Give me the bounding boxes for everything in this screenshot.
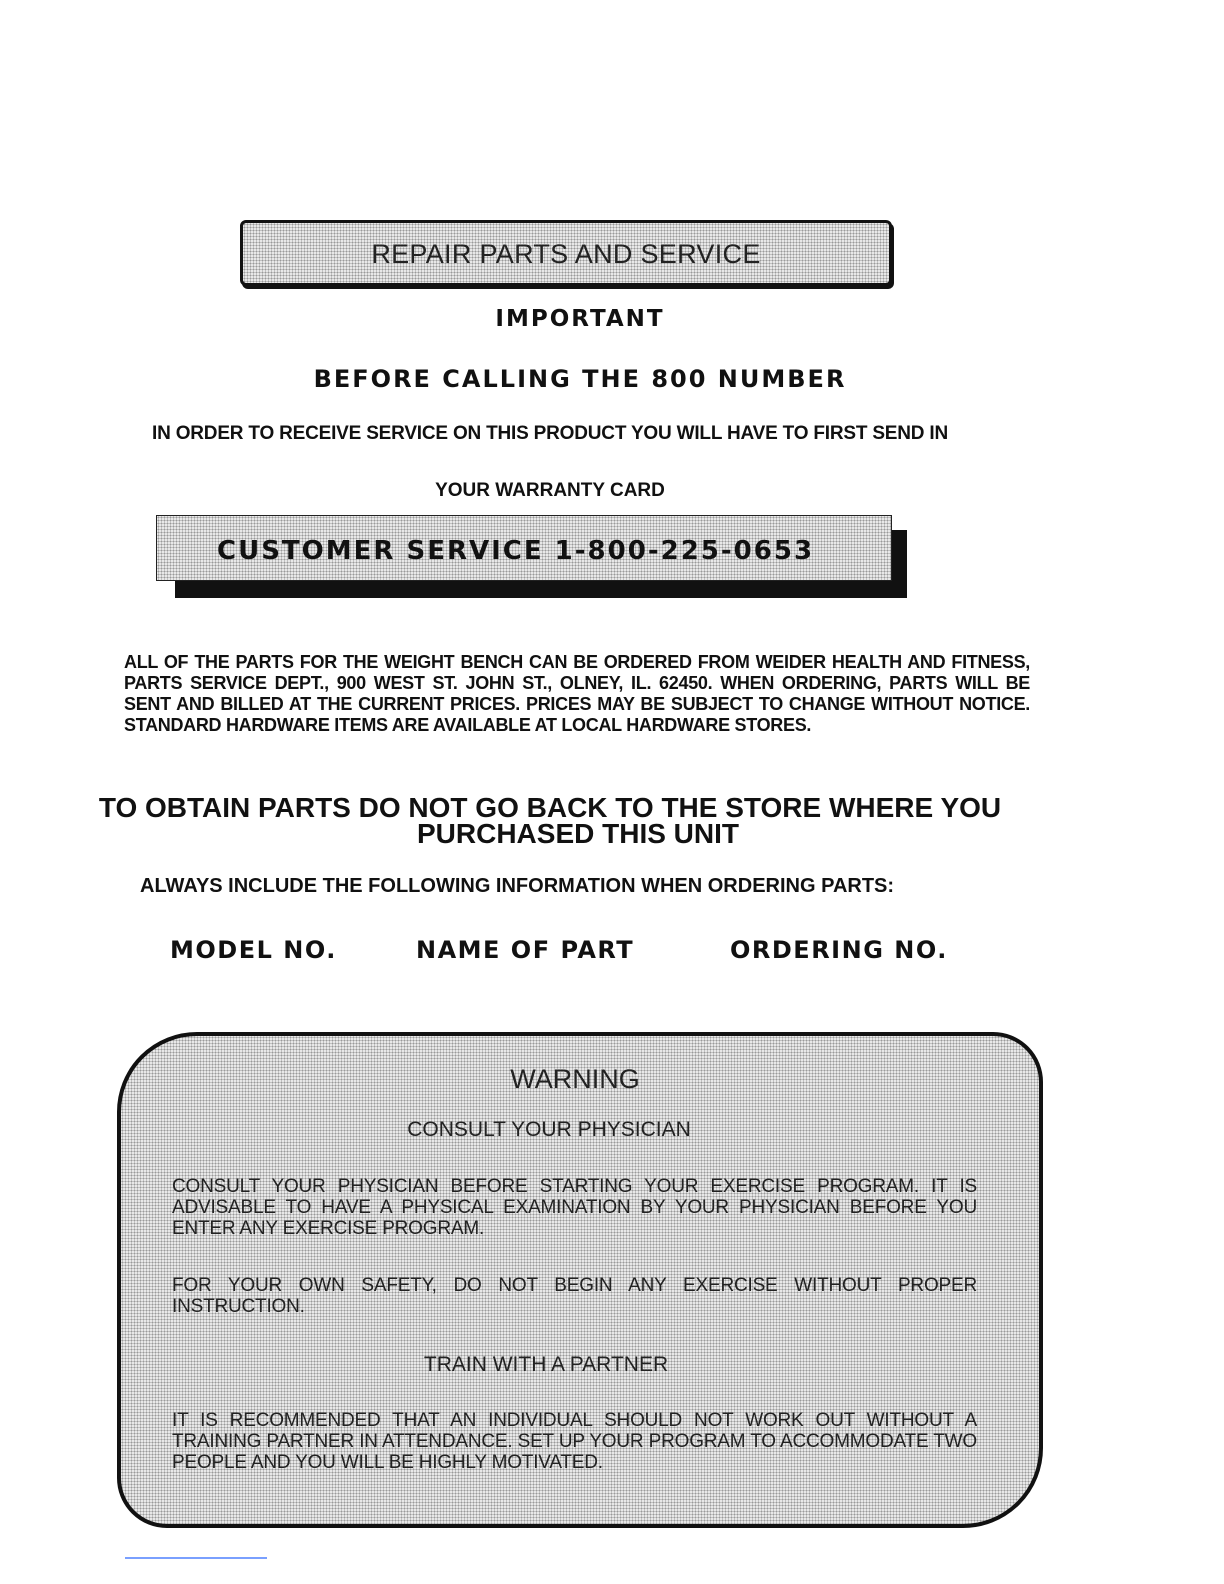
warranty-card-line: YOUR WARRANTY CARD	[435, 480, 665, 501]
footer-rule	[125, 1557, 267, 1559]
customer-service-phone: CUSTOMER SERVICE 1-800-225-0653	[217, 536, 815, 566]
train-partner-heading: TRAIN WITH A PARTNER	[423, 1353, 669, 1376]
safety-paragraph: FOR YOUR OWN SAFETY, DO NOT BEGIN ANY EXERCISE WITHOUT PROPER INSTRUCTION.	[172, 1275, 977, 1317]
before-calling-heading: BEFORE CALLING THE 800 NUMBER	[313, 365, 847, 393]
field-name-of-part: NAME OF PART	[416, 936, 635, 964]
always-include-line: ALWAYS INCLUDE THE FOLLOWING INFORMATION WHEN ORDERING PARTS:	[140, 875, 895, 897]
parts-ordering-paragraph: ALL OF THE PARTS FOR THE WEIGHT BENCH CAN BE ORDERED FROM WEIDER HEALTH AND FITNESS, PARTS SERVICE DEPT., 900 WEST ST. JOHN ST., OLNEY, IL. 62450. WHEN ORDERING, PARTS WILL BE SENT AND BILLED AT THE CURRENT PRICES. PRICES MAY BE SUBJECT TO CHANGE WITHOUT NOTICE. STANDARD HARDWARE ITEMS ARE AVAILABLE AT LOCAL HARDWARE STORES.	[124, 652, 1030, 735]
train-partner-paragraph: IT IS RECOMMENDED THAT AN INDIVIDUAL SHOULD NOT WORK OUT WITHOUT A TRAINING PARTNER IN ATTENDANCE. SET UP YOUR PROGRAM TO ACCOMMODATE TWO PEOPLE AND YOU WILL BE HIGHLY MOTIVATED.	[172, 1410, 977, 1473]
consult-physician-paragraph: CONSULT YOUR PHYSICIAN BEFORE STARTING YOUR EXERCISE PROGRAM. IT IS ADVISABLE TO HAVE A PHYSICAL EXAMINATION BY YOUR PHYSICIAN BEFORE YOU ENTER ANY EXERCISE PROGRAM.	[172, 1176, 977, 1239]
service-instruction: IN ORDER TO RECEIVE SERVICE ON THIS PRODUCT YOU WILL HAVE TO FIRST SEND IN	[152, 423, 948, 444]
obtain-parts-line-1: TO OBTAIN PARTS DO NOT GO BACK TO THE STORE WHERE YOU	[98, 792, 1002, 823]
warning-title: WARNING	[510, 1064, 640, 1094]
customer-service-banner	[156, 515, 892, 581]
consult-physician-heading: CONSULT YOUR PHYSICIAN	[407, 1118, 691, 1141]
important-heading: IMPORTANT	[495, 306, 665, 332]
page-title: REPAIR PARTS AND SERVICE	[371, 239, 761, 269]
field-model-no: MODEL NO.	[170, 936, 337, 964]
field-ordering-no: ORDERING NO.	[730, 936, 948, 964]
obtain-parts-line-2: PURCHASED THIS UNIT	[416, 818, 739, 849]
title-banner	[240, 220, 892, 286]
